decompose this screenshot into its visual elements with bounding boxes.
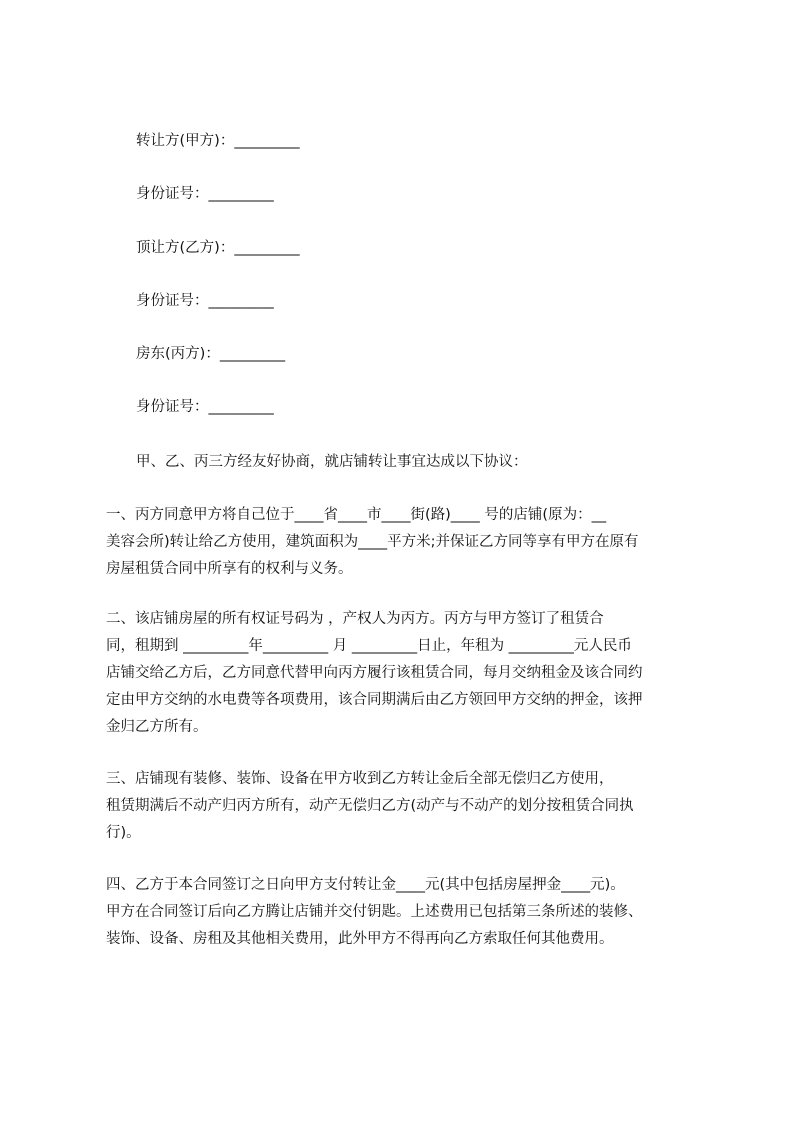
clause-3-line: 租赁期满后不动产归丙方所有，动产无偿归乙方(动产与不动产的划分按租赁合同执 [106, 798, 634, 814]
landlord-field: 房东(丙方)：_________ [136, 346, 286, 362]
clause-2-line: 定由甲方交纳的水电费等各项费用，该合同期满后由乙方领回甲方交纳的押金，该押 [106, 692, 643, 708]
clause-2-line: 店铺交给乙方后，乙方同意代替甲向丙方履行该租赁合同，每月交纳租金及该合同约 [106, 665, 643, 681]
clause-1-line: 美容会所)转让给乙方使用，建筑面积为____平方米;并保证乙方同等享有甲方在原有 [106, 534, 639, 550]
clause-4-line: 四、乙方于本合同签订之日向甲方支付转让金____元(其中包括房屋押金____元)。 [106, 877, 625, 893]
clause-4-line: 装饰、设备、房租及其他相关费用，此外甲方不得再向乙方索取任何其他费用。 [106, 931, 614, 947]
transferor-field: 转让方(甲方)：_________ [136, 133, 300, 149]
landlord-id-field: 身份证号：_________ [136, 399, 274, 415]
clause-3-line: 三、店铺现有装修、装饰、设备在甲方收到乙方转让金后全部无偿归乙方使用， [106, 771, 614, 787]
clause-2-line: 金归乙方所有。 [106, 719, 208, 735]
clause-4 [106, 872, 706, 953]
transferee-field: 顶让方(乙方)：_________ [136, 240, 300, 256]
clause-2 [106, 606, 706, 741]
clause-3-line: 行)。 [106, 825, 141, 841]
clause-2-line: 同，租期到 _________年_________ 月 _________日止，年租为 _________元人民币 [106, 638, 632, 654]
clause-2-line: 二、该店铺房屋的所有权证号码为 ，产权人为丙方。丙方与甲方签订了租赁合 [106, 611, 604, 627]
clause-3 [106, 766, 706, 847]
clause-1-line: 一、丙方同意甲方将自己位于____省____市____街(路)____ 号的店铺(原为：__ [106, 507, 607, 523]
transferor-id-field: 身份证号：_________ [136, 186, 274, 202]
transferee-id-field: 身份证号：_________ [136, 293, 274, 309]
clause-1 [106, 502, 706, 583]
clause-4-line: 甲方在合同签订后向乙方腾让店铺并交付钥匙。上述费用已包括第三条所述的装修、 [106, 904, 643, 920]
clause-1-line: 房屋租赁合同中所享有的权利与义务。 [106, 561, 353, 577]
intro-sentence: 甲、乙、丙三方经友好协商，就店铺转让事宜达成以下协议： [136, 454, 528, 470]
